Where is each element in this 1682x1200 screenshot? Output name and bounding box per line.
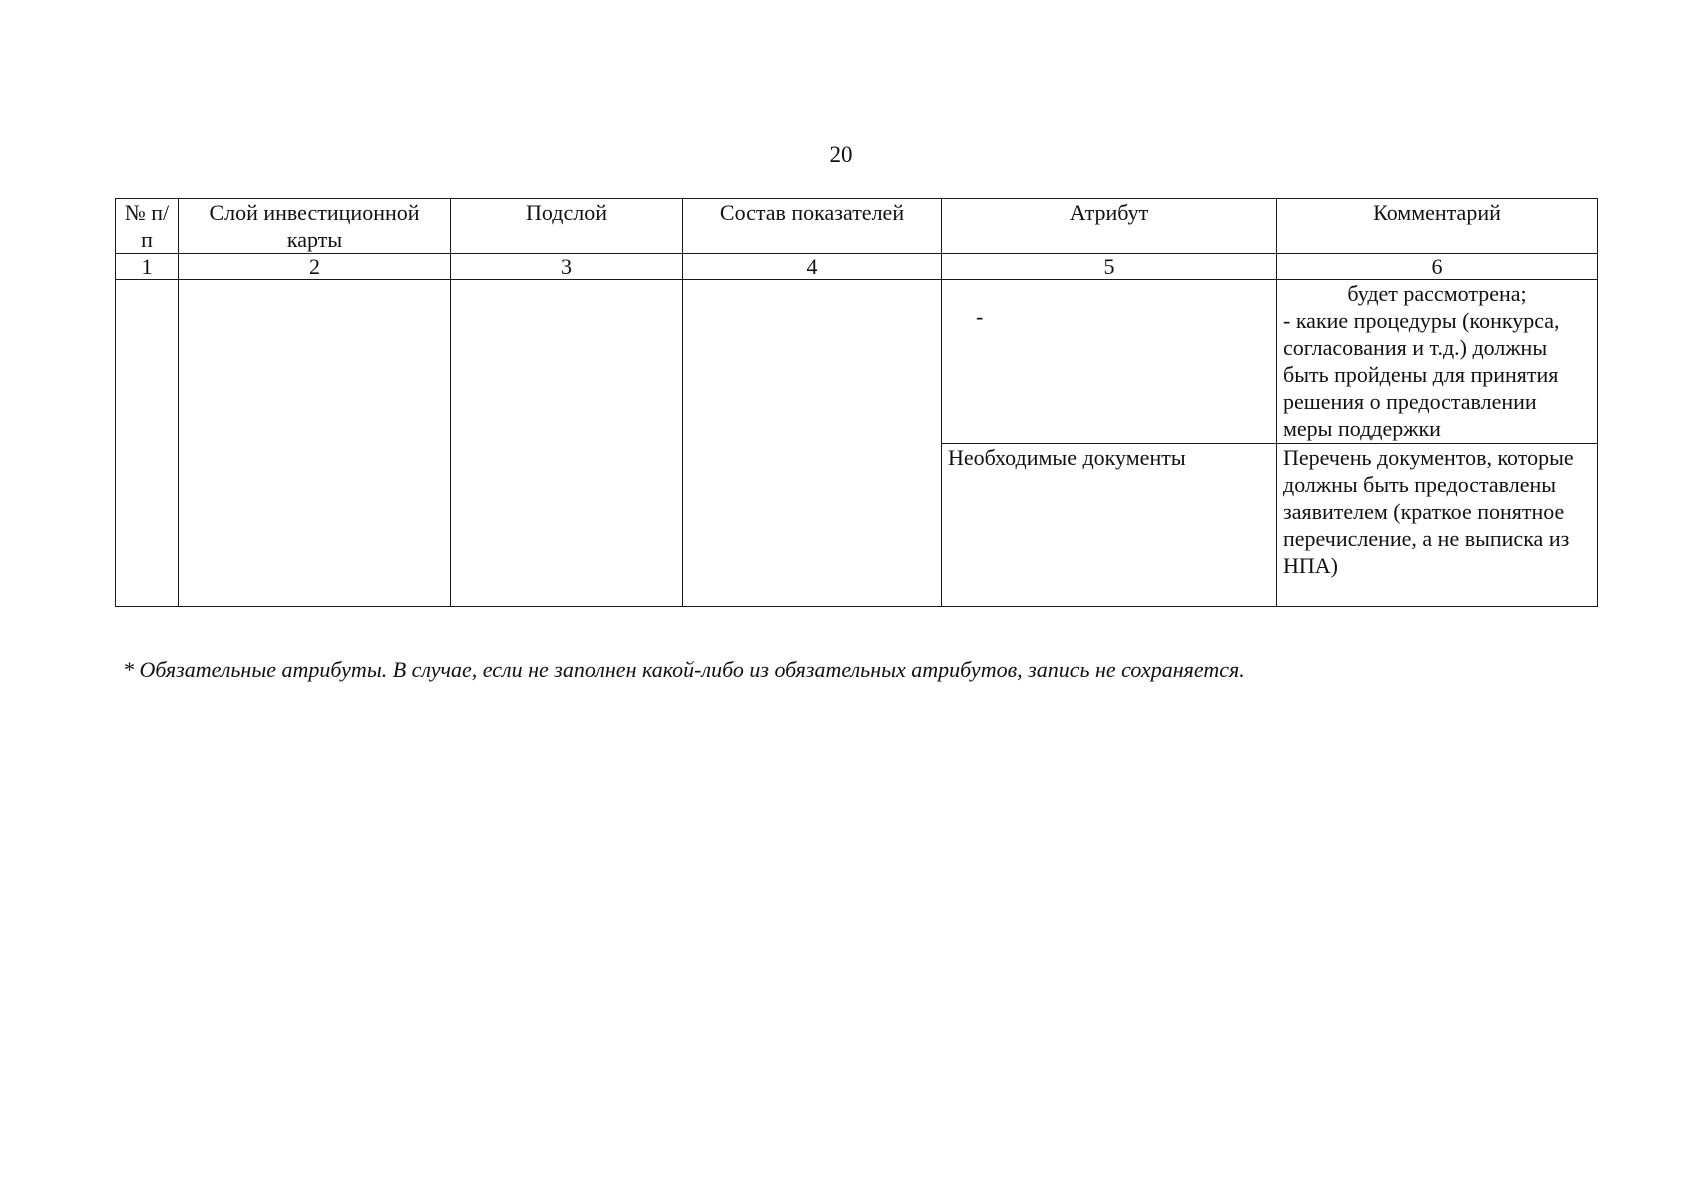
comment-line: Перечень документов, которые должны быть предоставлены заявителем (краткое понятное перечисление, а не выписка из НПА) [1283, 445, 1574, 578]
table-row [116, 280, 1598, 444]
table-header-row [116, 199, 1598, 254]
empty-cell [451, 280, 683, 607]
header-attribute: Атрибут [942, 199, 1277, 254]
footnote: * Обязательные атрибуты. В случае, если не заполнен какой-либо из обязательных атрибутов, запись не сохраняется. [123, 657, 1245, 682]
column-index: 1 [116, 254, 179, 280]
column-index: 6 [1277, 254, 1598, 280]
column-index: 2 [179, 254, 451, 280]
header-sublayer: Подслой [451, 199, 683, 254]
page-number: 20 [829, 142, 853, 167]
column-index: 4 [683, 254, 942, 280]
column-index-row [116, 254, 1598, 280]
attribute-mark: - [976, 304, 984, 329]
comment-cell [1277, 444, 1598, 607]
attribute-cell [942, 280, 1277, 444]
header-number: № п/п [116, 199, 179, 254]
column-index: 3 [451, 254, 683, 280]
attributes-table [115, 198, 1598, 607]
empty-cell [116, 280, 179, 607]
comment-cell [1277, 280, 1598, 444]
header-comment: Комментарий [1277, 199, 1598, 254]
attribute-cell: Необходимые документы [942, 444, 1277, 607]
header-indicators: Состав показателей [683, 199, 942, 254]
comment-line: будет рассмотрена; [1347, 281, 1527, 306]
empty-cell [179, 280, 451, 607]
empty-cell [683, 280, 942, 607]
header-layer: Слой инвестиционной карты [179, 199, 451, 254]
column-index: 5 [942, 254, 1277, 280]
comment-line: - какие процедуры (конкурса, согласования и т.д.) должны быть пройдены для принятия решения о предоставлении меры поддержки [1283, 308, 1560, 441]
